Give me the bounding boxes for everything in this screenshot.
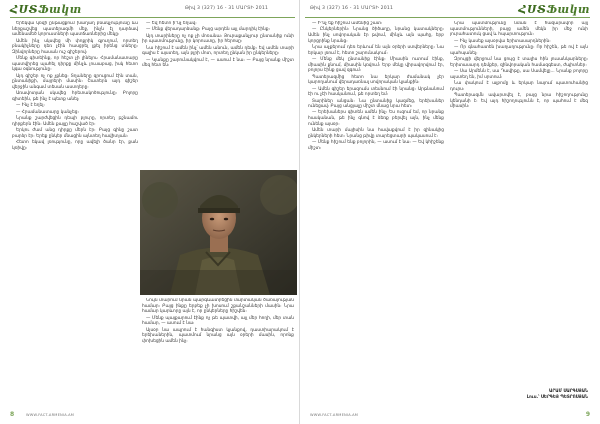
- page-number-right: 9: [585, 411, 590, 418]
- header-rule-right: [305, 17, 590, 18]
- paragraph: Հետո եկավ լռությունը, որը ավելի ծանր էր, քան կռիվը։: [12, 140, 138, 151]
- header-rule-left: [10, 17, 295, 18]
- paragraph: — Ամեն գիշեր երազումս տեսնում էի նրանց։ Արթնանում էի ու չէի հասկանում, թե որտեղ եմ։: [308, 86, 444, 98]
- paragraph: Ամեն տարի մայիսին նա հավաքվում է իր զինակից ընկերների հետ։ Նրանց թիվը տարեցտարի պակասում է։: [308, 128, 444, 139]
- paragraph: — Սա Արմենն է, սա Դավիթը, սա Սամվելը... Նրանք բոլորը այստեղ են, իմ սրտում։: [450, 68, 588, 80]
- paragraph: — Մենք հիշում ենք բոլորին, — ասում է նա։ — Եվ կհիշենք միշտ։: [308, 140, 444, 151]
- paragraph: — Մենք մեկ ընտանիք էինք։ Միասին ուտում էինք, միասին քնում, միասին կռվում։ Երբ մեկը վիրավորվում էր, բոլորս էինք ցավ զգում։: [308, 56, 444, 74]
- issue-line-right: Թիվ 3 (327) 16 - 31 ՄԱՐՏԻ 2011: [310, 6, 394, 11]
- paragraph: — Կյանքը շարունակվում է, — ասում է նա։ — Բայց նրանք միշտ մեզ հետ են։: [142, 57, 294, 69]
- paragraph: Երկու ժամ անց դիրքը մերն էր։ Բայց գինը շատ բարձր էր։ Երեք ընկեր մնացին այնտեղ հավիտյան։: [12, 128, 138, 139]
- paragraph: — Որ գնահատեն խաղաղությունը։ Որ հիշեն, թե ով է այն պահպանել։: [450, 44, 588, 56]
- paragraph: Նրա աչքերում դեռ երևում են այն օրերի ստվերները։ Նա երկար լռում է, հետո շարունակում։: [308, 44, 444, 56]
- page-number-left: 8: [10, 411, 15, 418]
- photo-credit: Լուս.՝ ՍԵՐԳԵՅ ՊԵՏՐՈՍՅԱՆ: [526, 394, 588, 399]
- left-column-2: [142, 21, 294, 166]
- left-column-1: [12, 21, 138, 401]
- issue-line-left: Թիվ 3 (327) 16 - 31 ՄԱՐՏԻ 2011: [185, 6, 269, 11]
- paragraph: Պատերազմից հետո նա երկար ժամանակ չէր կարողանում վերադառնալ սովորական կյանքին։: [308, 74, 444, 86]
- paragraph: Առավոտյան սկսվեց հրետակոծությունը։ Բոլորը գիտեին, թե ինչ է պետք անել։: [12, 91, 138, 102]
- author-name: ԱՐԱՄ ՍԱՐԳՍՅԱՆ: [549, 388, 588, 393]
- paragraph: Նույն տարում նրան պարգևատրեցին մարտական ծառայության համար։ Բայց ինքը երբեք չի խոսում շքանշանների մասին։ Նրա համար կարևորը այն է, որ ընկերները հիշվեն։: [142, 298, 294, 315]
- paragraph: — Երեխաներս գիտեն ամեն ինչ։ Ես ուզում եմ, որ նրանք հասկանան, թե ինչ գնով է ձեռք բերվել այն, ինչ մենք ունենք այսօր։: [308, 110, 444, 127]
- right-column-1: [308, 21, 444, 401]
- paragraph: — Եվ հետո ի՞նչ եղավ։: [146, 21, 197, 26]
- paragraph: Երեկվա կռվի ընթացքում խաղաղ բնակչությունը ևս ներքաշվեց պատերազմի մեջ, ինչն էլ դարձավ ամենամեծ կորուստների պատճառներից մեկը։: [12, 21, 138, 38]
- left-column-bottom: [142, 298, 294, 402]
- paragraph: Նա հիշում է ամեն ինչ՝ ամեն անուն, ամեն դեմք։ Եվ ամեն տարի գալիս է այստեղ, այն բլրի մոտ, որտեղ ընկան իր ընկերները։: [142, 45, 294, 57]
- brand-logo-right: ՀՍՏՖակտ: [518, 3, 590, 16]
- paragraph: Նա փակում է ալբոմը և երկար նայում պատուհանից դուրս։: [450, 80, 588, 92]
- soldier-portrait-photo: [140, 170, 297, 295]
- soldier-photo-illustration: [140, 170, 297, 295]
- paragraph: Ամեն ինչ սկսվեց մի փոքրիկ գյուղում, որտեղ բնակիչները դեռ չէին հասցրել լքել իրենց տները։ Զինվորները հասան ուշ գիշերով։: [12, 38, 138, 55]
- paragraph: Զրույցի վերջում նա ցույց է տալիս հին լուսանկարները։ Երիտասարդ դեմքեր, զինվորական համազգեստ, ժպիտներ։: [450, 56, 588, 68]
- paragraph: — Ինչ կասեք այսօրվա երիտասարդներին։: [454, 38, 551, 44]
- brand-logo-left: ՀՍՏՖակտ: [10, 3, 82, 16]
- paragraph: — Մենք պայքարում էինք ոչ թե պատվի, այլ մեր հողի, մեր տան համար, — ասում է նա։: [142, 315, 294, 327]
- right-page: [300, 0, 600, 424]
- paragraph: Նրա պատմությունը նման է հազարավոր այլ պատմությունների, բայց ամեն մեկն իր մեջ ունի յուրահատուկ ցավ և հպարտություն։: [450, 21, 588, 38]
- paragraph: Տարիներ անցան։ Նա ընտանիք կազմեց, երեխաներ ունեցավ։ Բայց անցյալը միշտ մնաց նրա հետ։: [308, 98, 444, 110]
- paragraph: Պատերազմն ավարտվել է, բայց նրա հիշողությունը կենդանի է։ Եվ այդ հիշողությունն է, որ պահում է մեզ միասին։: [450, 92, 588, 110]
- paragraph: Այդ տարիները ոչ ոք չի մոռանա։ Յուրաքանչյուր ընտանիք ունի իր պատմությունը, իր կորուստը, իր հերոսը։: [142, 33, 294, 45]
- paragraph: Նրանք շարժվեցին դեպի բլուրը, որտեղ թշնամու դիրքերն էին։ Ամեն քայլը հաշված էր։: [12, 116, 138, 127]
- right-column-2: [450, 21, 588, 361]
- paragraph: Մենք գիտեինք, որ հեշտ չի լինելու։ Հրամանատարը պատվիրեց պահել դիրքը մինչև լուսաբաց, իսկ հետո կգա օգնությունը։: [12, 56, 138, 73]
- paragraph: — Ընկերներին։ Նրանց ծիծաղը, նրանց կատակները։ Ամեն ինչ սովորական էր թվում, մինչև այն պահը, երբ կորցրինք նրանց։: [308, 27, 444, 44]
- paragraph: Այդ գիշեր ոչ ոք չքնեց։ Տղաները զրուցում էին տան, ընտանիքի, մայրերի մասին։ Շատերն այդ գիշեր վերջին անգամ տեսան աստղերը։: [12, 73, 138, 90]
- paragraph: — Ինչ է եղել։: [16, 103, 45, 109]
- footer-url-right: WWW.FACT-ARMENIA.AM: [310, 413, 359, 417]
- paragraph: — Հրամանատարը կանչեց։: [16, 109, 79, 115]
- paragraph: — Մենք վերադարձանք։ Բայց արդեն այլ մարդիկ էինք։: [146, 27, 270, 33]
- footer-url-left: WWW.FACT-ARMENIA.AM: [26, 413, 75, 417]
- article-byline: [527, 388, 588, 400]
- paragraph: — Ի՞նչ եք հիշում ամենից շատ։: [312, 21, 383, 26]
- paragraph: Այսօր նա ապրում է հանգիստ կյանքով, դաստիարակում է երեխաներին, պատմում նրանց այն օրերի մասին, որոնք փոխեցին ամեն ինչ։: [142, 327, 294, 344]
